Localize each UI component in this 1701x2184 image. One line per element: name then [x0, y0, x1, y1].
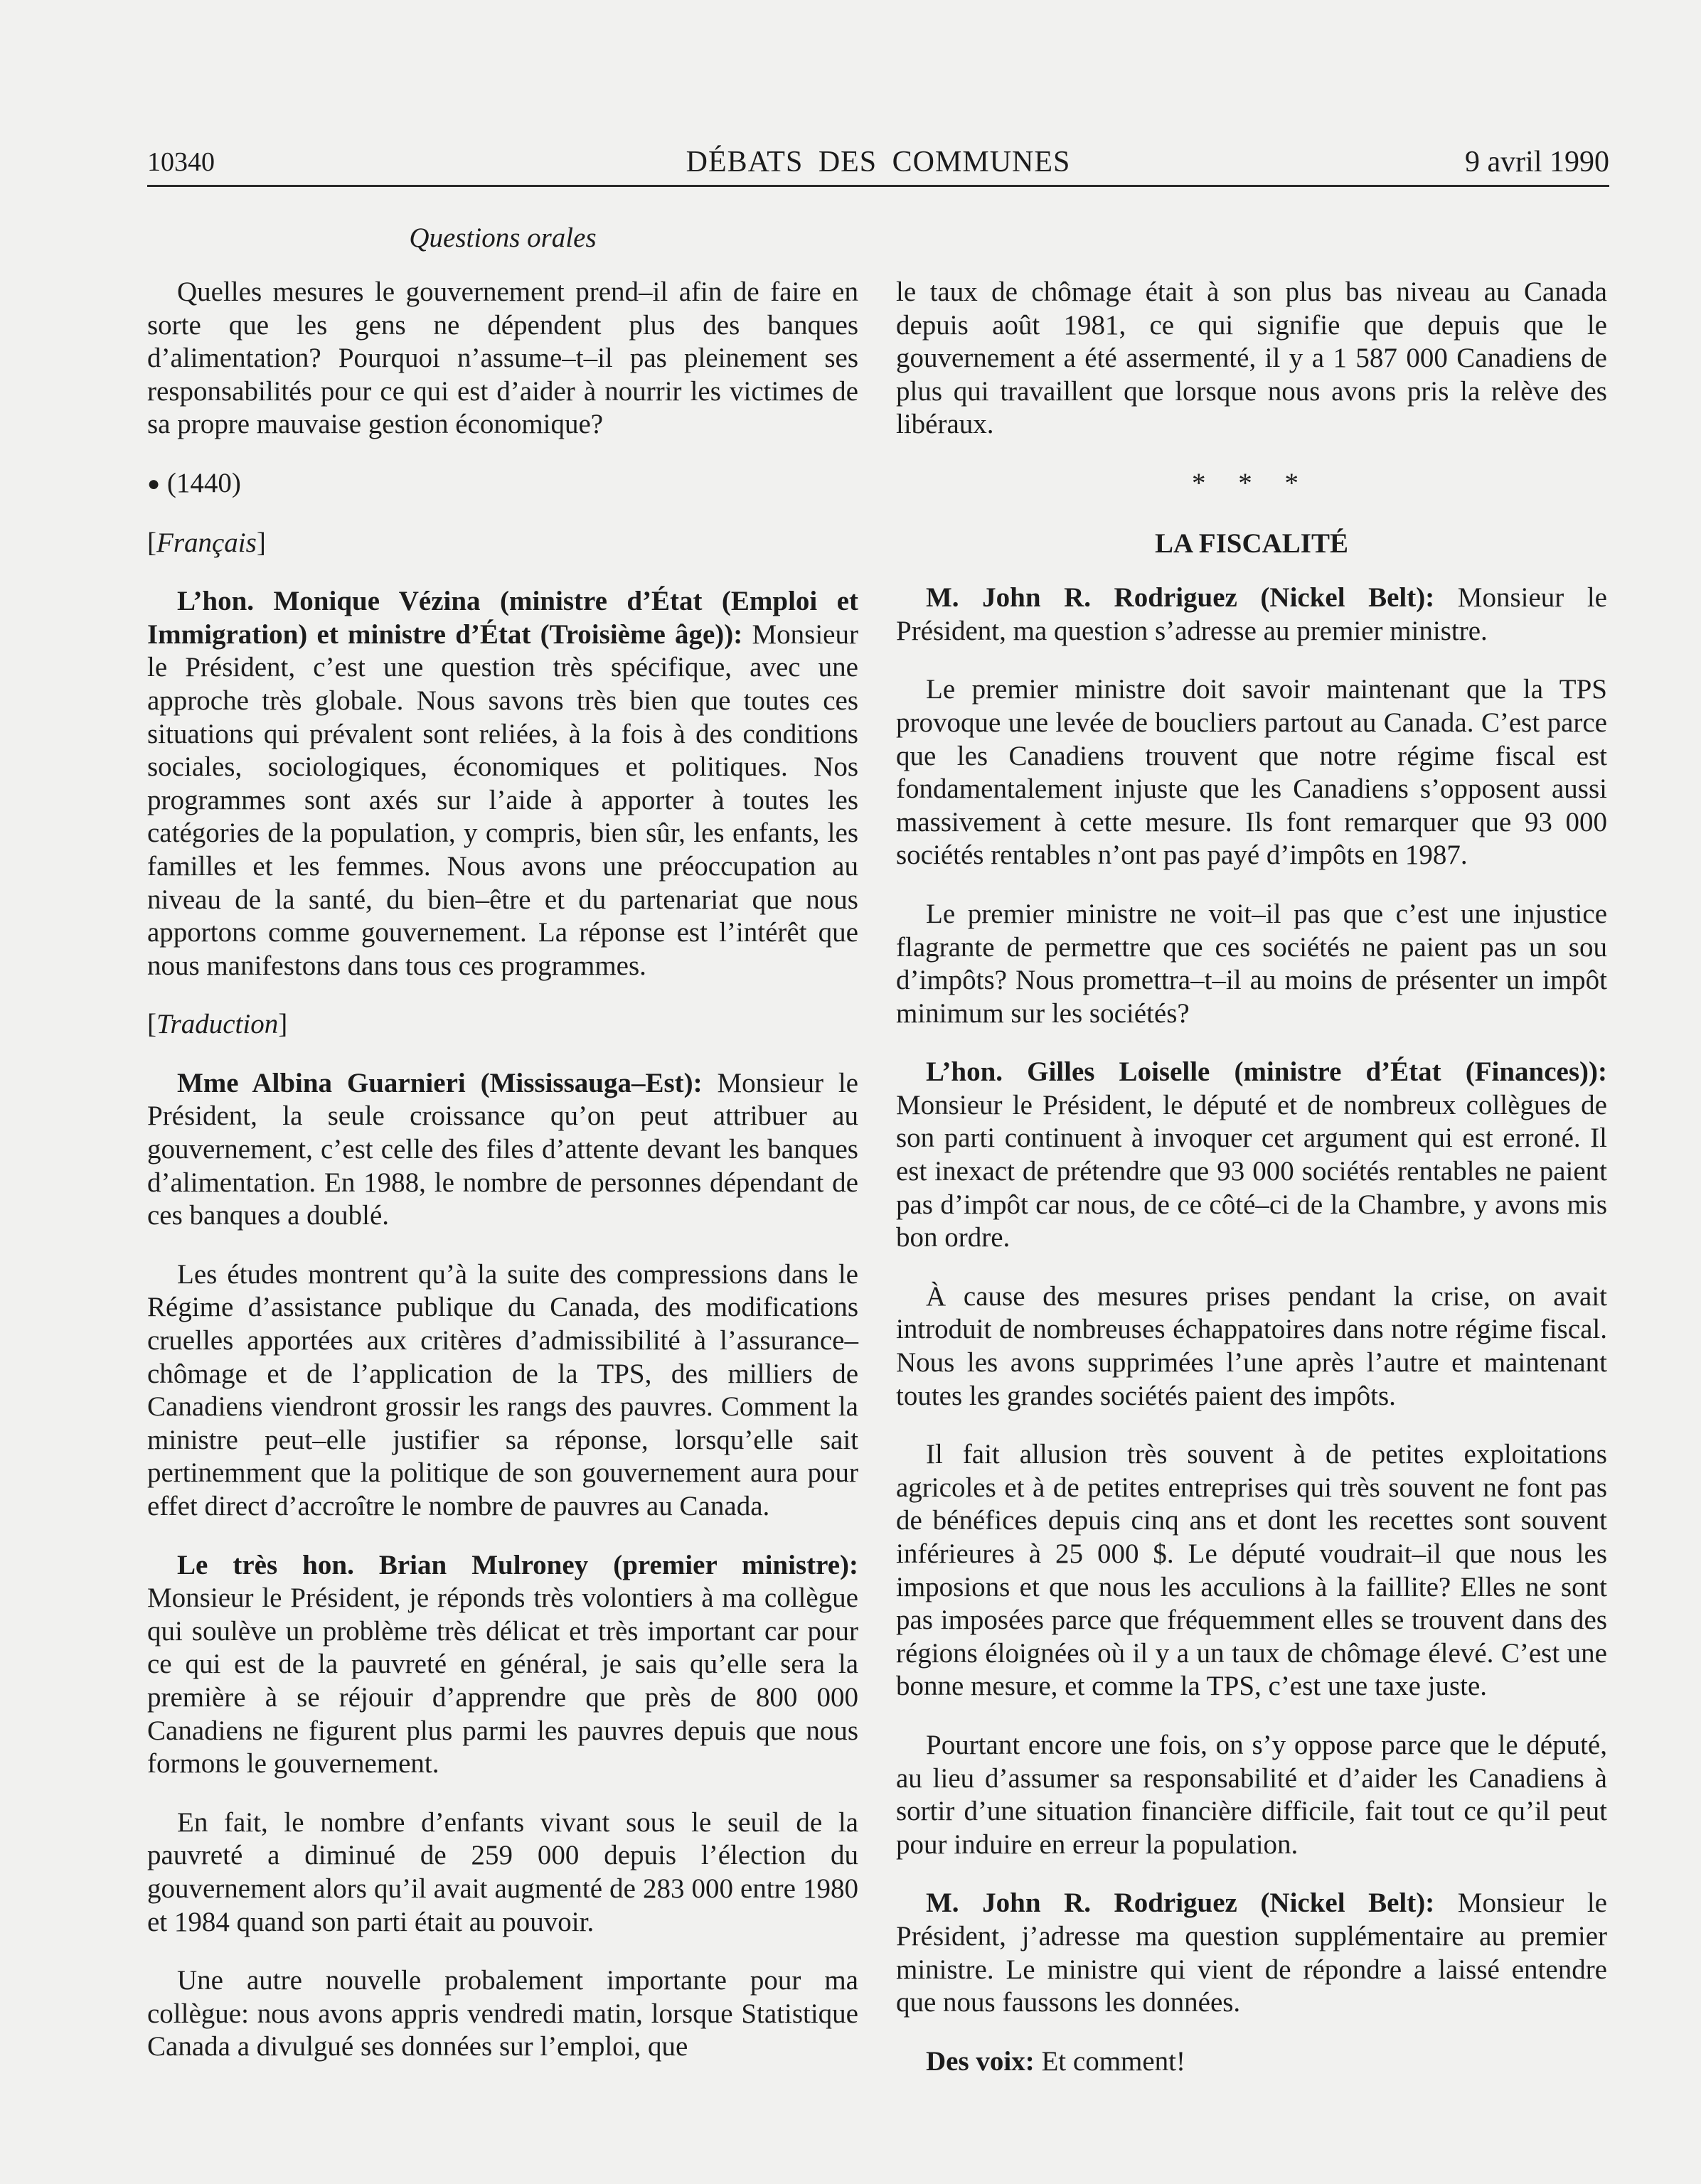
intervention [147, 1067, 858, 1233]
intervention [896, 1056, 1607, 1255]
bullet-icon: ● [147, 471, 161, 496]
section-title: Questions orales [409, 223, 597, 253]
language-tag-text: Traduction [156, 1009, 279, 1040]
paragraph: Le premier ministre doit savoir maintenant que la TPS provoque une levée de boucliers partout au Canada. C’est parce que les Canadiens trouvent que notre régime fiscal est fondamentalement injuste que les Canadiens s’opposent aussi massivement à cette mesure. Ils font remarquer que 93 000 sociétés rentables n’ont pas payé d’impôts en 1987. [896, 674, 1607, 871]
paragraph: Une autre nouvelle probalement importante pour ma collègue: nous avons appris vendredi matin, lorsque Statistique Canada a divulgué ses données sur l’emploi, que [147, 1965, 858, 2062]
page-date: 9 avril 1990 [1465, 146, 1609, 178]
paragraph: Il fait allusion très souvent à de petites exploitations agricoles et à de petites entreprises qui très souvent ne font pas de bénéfices depuis cinq ans et dont les recettes sont souvent inférieures à 25 000 $. Le député voudrait–il que nous les imposions et que nous les acculions à la faillite? Elles ne sont pas imposées parce que fréquemment elles se trouvent dans des régions éloignées où il y a un taux de chômage élevé. C’est une bonne mesure, et comme la TPS, c’est une taxe juste. [896, 1439, 1607, 1702]
section-heading: LA FISCALITÉ [1154, 528, 1348, 559]
paragraph: le taux de chômage était à son plus bas niveau au Canada depuis août 1981, ce qui signifie que depuis que le gouvernement a été assermenté, il y a 1 587 000 Canadiens de plus qui travaillent que lorsque nous avons pris la relève des libéraux. [896, 277, 1607, 440]
paragraph: Pourtant encore une fois, on s’y oppose parce que le député, au lieu d’assumer sa responsabilité et d’aider les Canadiens à sortir d’une situation financière difficile, fait tout ce qu’il peut pour induire en erreur la population. [896, 1729, 1607, 1860]
intervention [147, 1549, 858, 1781]
paragraph: Les études montrent qu’à la suite des compressions dans le Régime d’assistance publique du Canada, des modifications cruelles apportées aux critères d’admissibilité à l’assurance–chômage et de l’application de la TPS, des milliers de Canadiens viendront grossir les rangs des pauvres. Comment la ministre peut–elle justifier sa réponse, lorsqu’elle sait pertinemment que la politique de son gouvernement aura pour effet direct d’accroître le nombre de pauvres au Canada. [147, 1258, 858, 1521]
speaker-name: L’hon. Gilles Loiselle (ministre d’État (Finances)): [926, 1056, 1607, 1088]
speech-text: Monsieur le Président, c’est une question très spécifique, avec une approche très globale. Nous savons très bien que toutes ces situations qui prévalent sont reliées, à la fois à des conditions sociales, sociologiques, économiques et politiques. Nos programmes sont axés sur l’aide à apporter à toutes les catégories de la population, y compris, bien sûr, les enfants, les familles et les femmes. Nous avons une préoccupation au niveau de la santé, du bien–être et du partenariat que nous apportons comme gouvernement. La réponse est l’intérêt que nous manifestons dans tous ces programmes. [147, 619, 858, 981]
speech-text: Monsieur le Président, la seule croissance qu’on peut attribuer au gouvernement, c’est celle des files d’attente devant les banques d’alimentation. En 1988, le nombre de personnes dépendant de ces banques a doublé. [147, 1067, 858, 1231]
intervention [896, 2045, 1607, 2079]
speaker-name: Des voix: [926, 2045, 1035, 2077]
speaker-name: M. John R. Rodriguez (Nickel Belt): [926, 1888, 1435, 1919]
speaker-name: Mme Albina Guarnieri (Mississauga–Est): [177, 1067, 703, 1098]
intervention [147, 585, 858, 983]
speech-text: Et comment! [1034, 2045, 1186, 2077]
timestamp-text: (1440) [166, 467, 241, 498]
page-number: 10340 [147, 147, 215, 177]
speech-text: Monsieur le Président, ma question s’adresse au premier ministre. [896, 582, 1607, 646]
language-tag-text: Français [156, 527, 257, 558]
speech-text: Monsieur le Président, le député et de nombreux collègues de son parti continuent à invoquer cet argument qui est erroné. Il est inexact de prétendre que 93 000 sociétés rentables ne paient pas d’impôt car nous, de ce côté–ci de la Chambre, y avons mis bon ordre. [896, 1089, 1607, 1253]
page-header [147, 142, 1609, 187]
section-separator: * * * [1192, 467, 1311, 498]
paragraph: En fait, le nombre d’enfants vivant sous le seuil de la pauvreté a diminué de 259 000 depuis l’élection du gouvernement alors qu’il avait augmenté de 283 000 entre 1980 et 1984 quand son parti était au pouvoir. [147, 1806, 858, 1937]
paragraph: Quelles mesures le gouvernement prend–il afin de faire en sorte que les gens ne dépendent plus des banques d’alimentation? Pourquoi n’assume–t–il pas pleinement ses responsabilités pour ce qui est d’aider à nourrir les victimes de sa propre mauvaise gestion économique? [147, 277, 858, 440]
speaker-name: Le très hon. Brian Mulroney (premier ministre): [177, 1549, 858, 1580]
language-tag-francais: [Français] [147, 527, 266, 558]
language-tag-traduction: [Traduction] [147, 1009, 288, 1040]
speaker-name: L’hon. Monique Vézina (ministre d’État (Emploi et Immigration) et ministre d’État (Troisième âge)): [147, 586, 858, 650]
intervention [896, 582, 1607, 648]
intervention [896, 1887, 1607, 2019]
publication-title: DÉBATS DES COMMUNES [686, 146, 1071, 178]
speaker-name: M. John R. Rodriguez (Nickel Belt): [926, 582, 1435, 614]
paragraph: Le premier ministre ne voit–il pas que c’est une injustice flagrante de permettre que ces sociétés ne paient pas un sou d’impôts? Nous promettra–t–il au moins de présenter un impôt minimum sur les sociétés? [896, 898, 1607, 1029]
paragraph: À cause des mesures prises pendant la crise, on avait introduit de nombreuses échappatoires dans notre régime fiscal. Nous les avons supprimées l’une après l’autre et maintenant toutes les grandes sociétés paient des impôts. [896, 1280, 1607, 1411]
left-column [147, 276, 858, 2089]
speech-text: Monsieur le Président, j’adresse ma question supplémentaire au premier ministre. Le ministre qui vient de répondre a laissé entendre que nous faussons les données. [896, 1888, 1607, 2018]
speech-text: Monsieur le Président, je réponds très volontiers à ma collègue qui soulève un problème très délicat et très important car pour ce qui est de la pauvreté en général, je sais qu’elle sera la première à se réjouir d’apprendre que près de 800 000 Canadiens ne figurent plus parmi les pauvres depuis que nous formons le gouvernement. [147, 1583, 858, 1779]
timestamp [147, 467, 858, 501]
right-column [896, 276, 1607, 2104]
